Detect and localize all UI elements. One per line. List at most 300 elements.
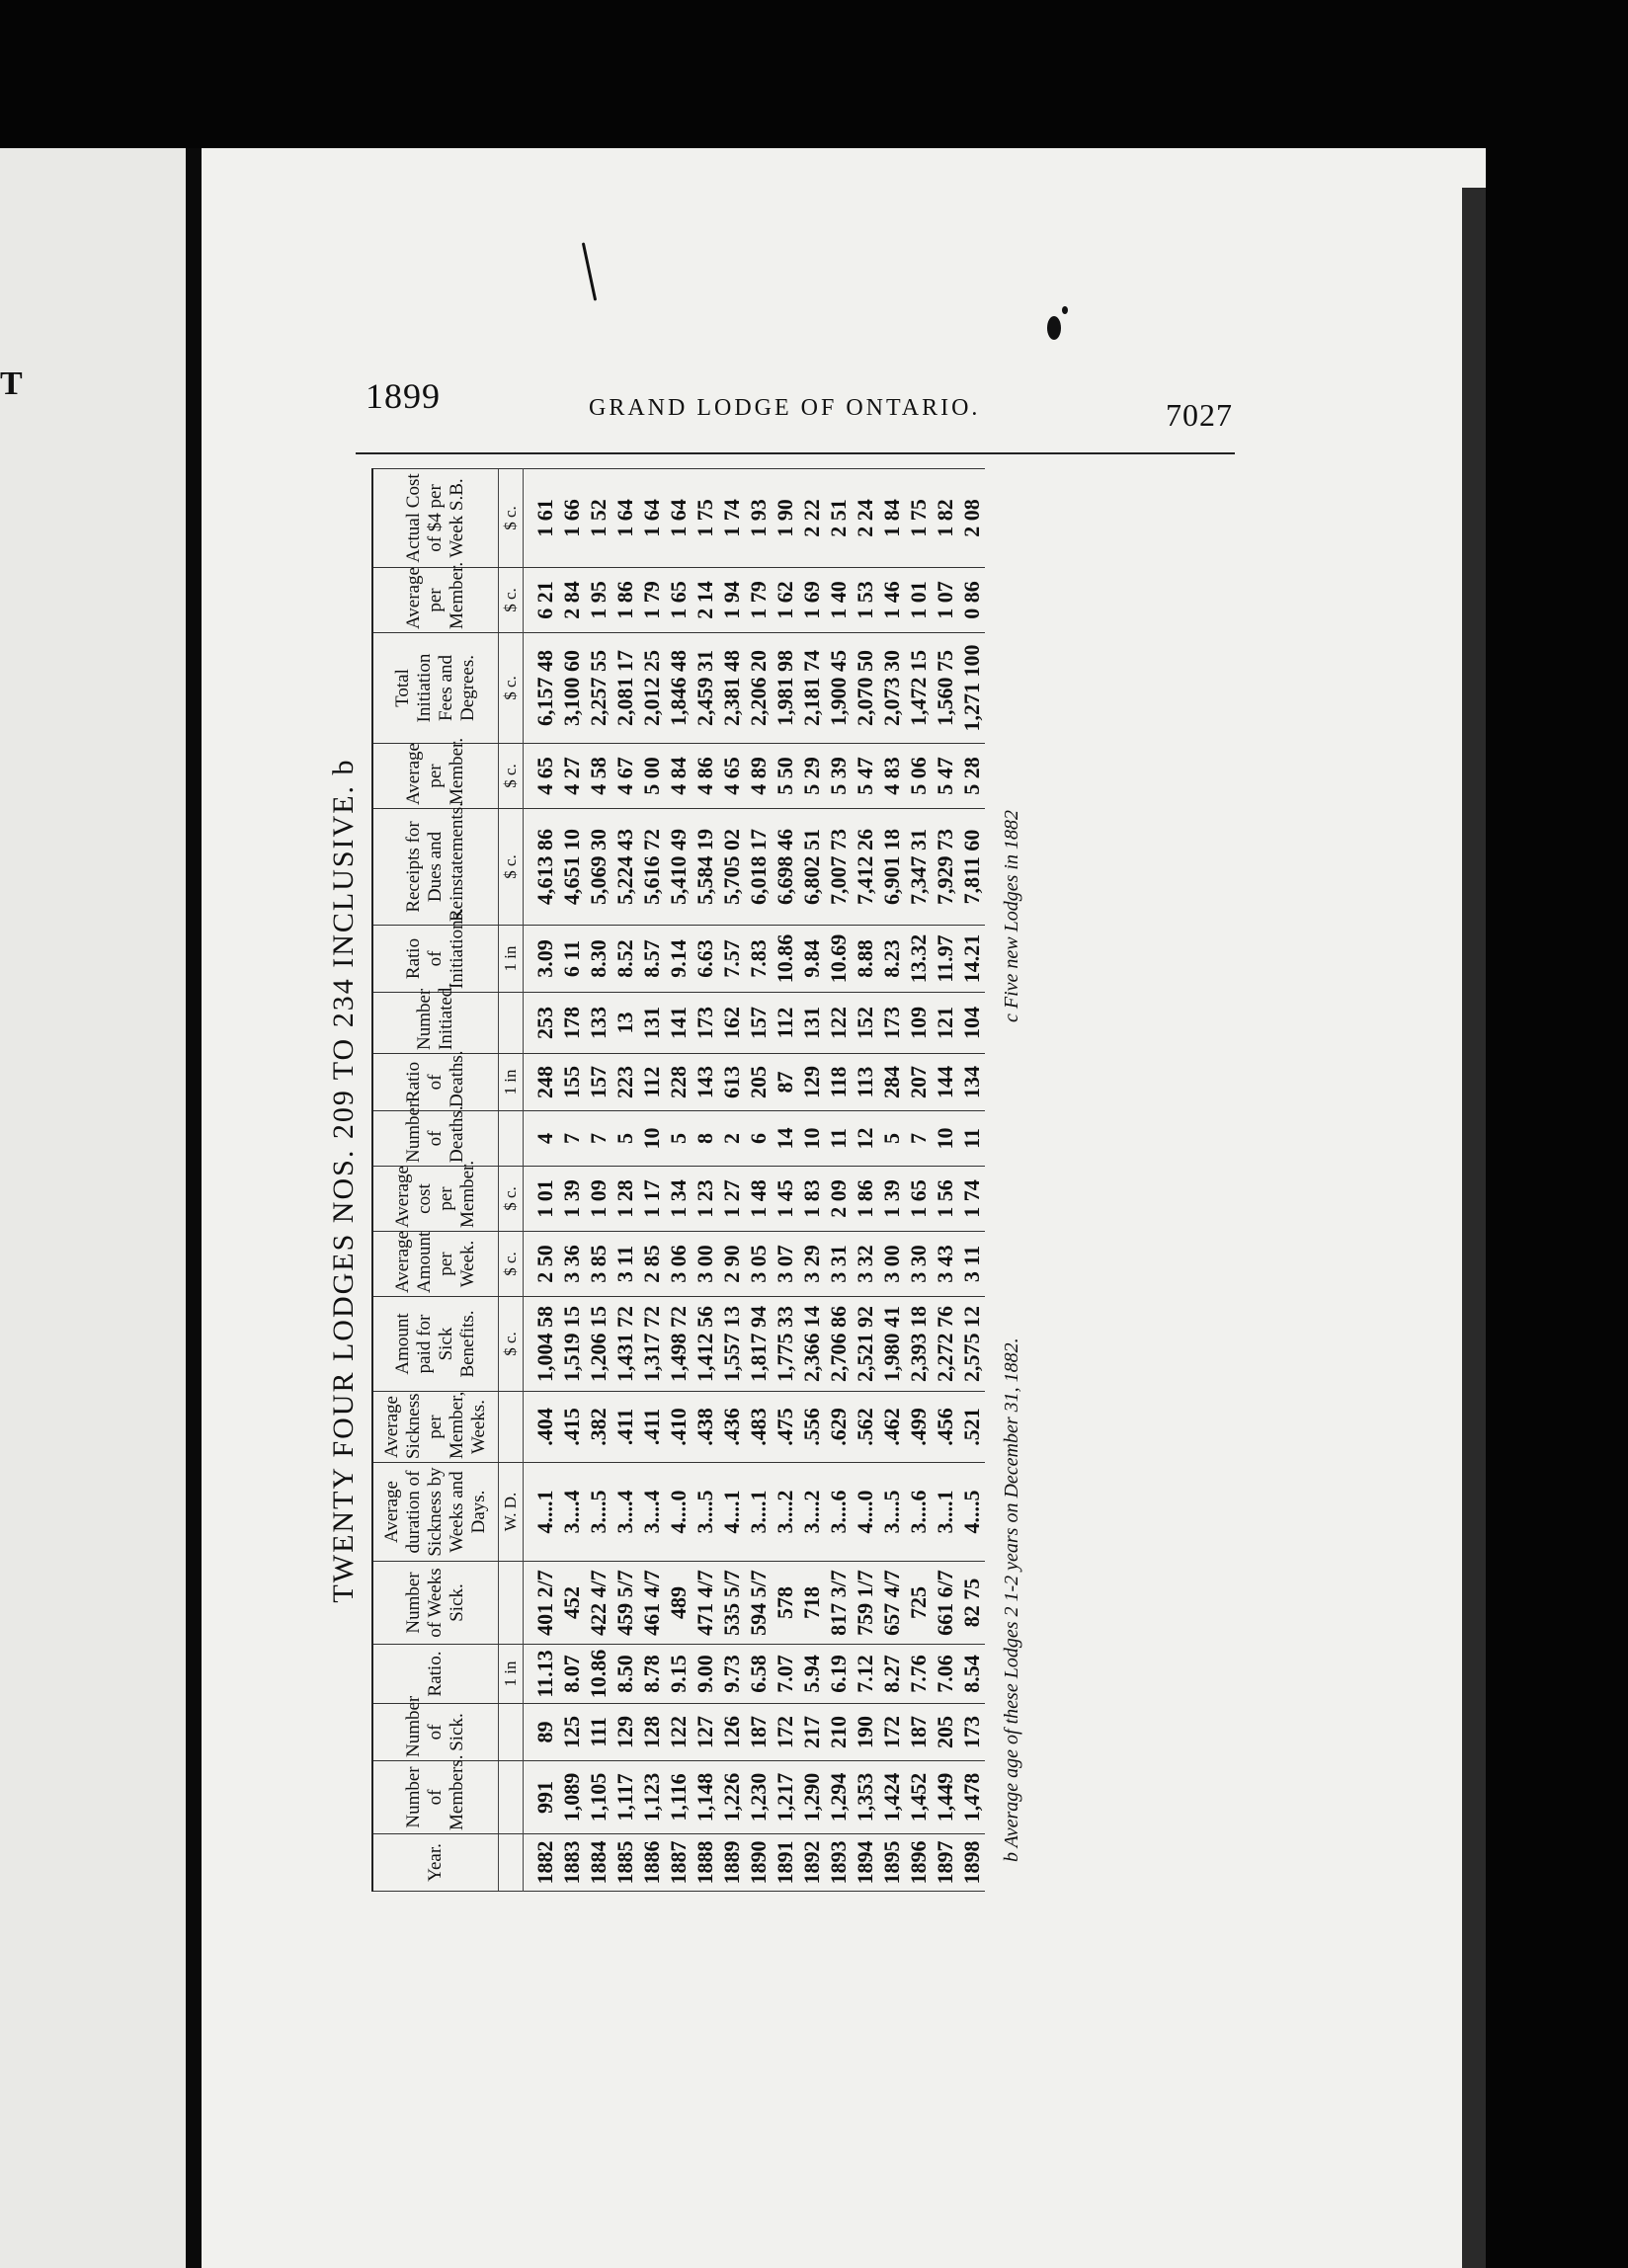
table-cell: 2 14 xyxy=(692,568,718,633)
page-number: 7027 xyxy=(1166,397,1233,433)
table-cell: 7,347 31 xyxy=(905,809,932,926)
table-cell: 5,584 19 xyxy=(692,809,718,926)
table-cell: 3 07 xyxy=(772,1232,798,1297)
table-cell: 3....4 xyxy=(558,1463,585,1562)
table-cell: 1 09 xyxy=(585,1167,611,1232)
table-cell: 3 29 xyxy=(798,1232,825,1297)
table-cell: 3.09 xyxy=(524,926,559,993)
table-cell: 489 xyxy=(665,1562,692,1645)
table-cell: 1 40 xyxy=(825,568,852,633)
table-cell: 7,007 73 xyxy=(825,809,852,926)
table-cell: 8.52 xyxy=(611,926,638,993)
table-cell: 7,811 60 xyxy=(958,809,985,926)
table-cell: .499 xyxy=(905,1392,932,1463)
table-cell: 127 xyxy=(692,1704,718,1761)
table-cell: 1,123 xyxy=(638,1761,665,1834)
table-row xyxy=(718,469,745,1892)
table-header-row xyxy=(372,469,499,1892)
table-cell: .415 xyxy=(558,1392,585,1463)
table-cell: 1 01 xyxy=(905,568,932,633)
table-cell: 4 58 xyxy=(585,744,611,809)
table-cell: 3 11 xyxy=(611,1232,638,1297)
table-cell: 3 00 xyxy=(878,1232,905,1297)
footnote-c: c Five new Lodges in 1882 xyxy=(1001,810,1022,1022)
table-cell: 3....4 xyxy=(638,1463,665,1562)
table-cell: 613 xyxy=(718,1054,745,1111)
table-cell: 7,929 73 xyxy=(932,809,958,926)
table-cell: 10.86 xyxy=(585,1645,611,1704)
table-cell: 1887 xyxy=(665,1834,692,1892)
table-title: TWENTY FOUR LODGES NOS. 209 TO 234 INCLUSIVE. b xyxy=(327,758,360,1603)
column-unit: $ c. xyxy=(499,1232,524,1297)
table-cell: 122 xyxy=(665,1704,692,1761)
table-cell: 2,272 76 xyxy=(932,1297,958,1392)
table-cell: 1,519 15 xyxy=(558,1297,585,1392)
table-row xyxy=(524,469,559,1892)
table-cell: 1 86 xyxy=(852,1167,878,1232)
table-cell: .456 xyxy=(932,1392,958,1463)
table-cell: 89 xyxy=(524,1704,559,1761)
table-cell: 3....6 xyxy=(825,1463,852,1562)
table-cell: 1,206 15 xyxy=(585,1297,611,1392)
table-cell: 3 36 xyxy=(558,1232,585,1297)
table-cell: 725 xyxy=(905,1562,932,1645)
table-cell: 1 07 xyxy=(932,568,958,633)
table-cell: 1,116 xyxy=(665,1761,692,1834)
table-cell: 11.97 xyxy=(932,926,958,993)
table-cell: 2,081 17 xyxy=(611,633,638,744)
table-cell: 1,004 58 xyxy=(524,1297,559,1392)
table-cell: 1 74 xyxy=(958,1167,985,1232)
table-cell: 112 xyxy=(638,1054,665,1111)
table-cell: 1 56 xyxy=(932,1167,958,1232)
table-cell: 2,257 55 xyxy=(585,633,611,744)
table-cell: 4....0 xyxy=(665,1463,692,1562)
table-cell: 14 xyxy=(772,1111,798,1167)
table-cell: 125 xyxy=(558,1704,585,1761)
table-cell: 2,575 12 xyxy=(958,1297,985,1392)
table-cell: 5,224 43 xyxy=(611,809,638,926)
table-cell: 1884 xyxy=(585,1834,611,1892)
table-cell: 172 xyxy=(772,1704,798,1761)
table-cell: 1 66 xyxy=(558,469,585,568)
table-cell: 4 89 xyxy=(745,744,772,809)
column-header: Amount paid for Sick Benefits. xyxy=(372,1297,499,1392)
table-cell: 657 4/7 xyxy=(878,1562,905,1645)
table-cell: 1 86 xyxy=(611,568,638,633)
table-cell: 1,560 75 xyxy=(932,633,958,744)
table-cell: 10 xyxy=(638,1111,665,1167)
table-cell: 7.06 xyxy=(932,1645,958,1704)
table-cell: 8.23 xyxy=(878,926,905,993)
table-cell: 1,431 72 xyxy=(611,1297,638,1392)
table-cell: 2 xyxy=(718,1111,745,1167)
table-cell: 207 xyxy=(905,1054,932,1111)
column-header: Number of Members. xyxy=(372,1761,499,1834)
table-cell: 1,317 72 xyxy=(638,1297,665,1392)
table-cell: 1898 xyxy=(958,1834,985,1892)
table-cell: .382 xyxy=(585,1392,611,1463)
table-cell: 1 74 xyxy=(718,469,745,568)
table-cell: 1,353 xyxy=(852,1761,878,1834)
table-cell: .410 xyxy=(665,1392,692,1463)
table-cell: .411 xyxy=(638,1392,665,1463)
table-cell: .556 xyxy=(798,1392,825,1463)
table-cell: 12 xyxy=(852,1111,878,1167)
table-cell: 1894 xyxy=(852,1834,878,1892)
table-cell: 1,775 33 xyxy=(772,1297,798,1392)
table-cell: 459 5/7 xyxy=(611,1562,638,1645)
table-cell: 5,616 72 xyxy=(638,809,665,926)
table-cell: 2,459 31 xyxy=(692,633,718,744)
column-unit: $ c. xyxy=(499,744,524,809)
table-cell: 173 xyxy=(958,1704,985,1761)
table-cell: 4....1 xyxy=(524,1463,559,1562)
table-cell: 9.00 xyxy=(692,1645,718,1704)
table-cell: 1 82 xyxy=(932,469,958,568)
table-cell: 3....2 xyxy=(772,1463,798,1562)
column-header: Average per Member. xyxy=(372,744,499,809)
table-cell: .462 xyxy=(878,1392,905,1463)
table-cell: 3 85 xyxy=(585,1232,611,1297)
table-cell: 461 4/7 xyxy=(638,1562,665,1645)
table-cell: .404 xyxy=(524,1392,559,1463)
table-cell: 3 00 xyxy=(692,1232,718,1297)
table-cell: 109 xyxy=(905,993,932,1054)
table-cell: 2,073 30 xyxy=(878,633,905,744)
table-cell: .521 xyxy=(958,1392,985,1463)
page-right-edge xyxy=(1462,188,1486,2268)
table-row xyxy=(825,469,852,1892)
column-header: Number of Deaths. xyxy=(372,1111,499,1167)
table-cell: 2,521 92 xyxy=(852,1297,878,1392)
table-cell: 1,217 xyxy=(772,1761,798,1834)
table-cell: 1897 xyxy=(932,1834,958,1892)
table-cell: 6,018 17 xyxy=(745,809,772,926)
table-row xyxy=(638,469,665,1892)
table-cell: 5 47 xyxy=(852,744,878,809)
table-cell: 1 27 xyxy=(718,1167,745,1232)
table-cell: 1 01 xyxy=(524,1167,559,1232)
table-cell: 594 5/7 xyxy=(745,1562,772,1645)
table-cell: 3....5 xyxy=(878,1463,905,1562)
table-cell: 1,117 xyxy=(611,1761,638,1834)
table-cell: 1 65 xyxy=(905,1167,932,1232)
table-row xyxy=(745,469,772,1892)
table-cell: 4 67 xyxy=(611,744,638,809)
table-cell: 2 51 xyxy=(825,469,852,568)
table-cell: 6,157 48 xyxy=(524,633,559,744)
table-cell: 162 xyxy=(718,993,745,1054)
table-cell: 1 64 xyxy=(665,469,692,568)
column-unit: $ c. xyxy=(499,633,524,744)
left-facing-page xyxy=(0,148,186,2268)
table-cell: 1 75 xyxy=(905,469,932,568)
column-header: Average Sickness per Member, Weeks. xyxy=(372,1392,499,1463)
table-cell: 10.86 xyxy=(772,926,798,993)
table-cell: 129 xyxy=(798,1054,825,1111)
table-cell: 6.58 xyxy=(745,1645,772,1704)
table-cell: 141 xyxy=(665,993,692,1054)
table-cell: 4,613 86 xyxy=(524,809,559,926)
table-cell: 1 39 xyxy=(878,1167,905,1232)
column-unit: 1 in xyxy=(499,926,524,993)
header-title: GRAND LODGE OF ONTARIO. xyxy=(589,395,981,421)
table-cell: 1893 xyxy=(825,1834,852,1892)
table-cell: 8.50 xyxy=(611,1645,638,1704)
table-cell: 2,070 50 xyxy=(852,633,878,744)
table-cell: 1 39 xyxy=(558,1167,585,1232)
table-cell: 1,148 xyxy=(692,1761,718,1834)
table-cell: 3 11 xyxy=(958,1232,985,1297)
column-unit: $ c. xyxy=(499,568,524,633)
column-header: Average cost per Member. xyxy=(372,1167,499,1232)
table-cell: 3 30 xyxy=(905,1232,932,1297)
table-cell: 8.57 xyxy=(638,926,665,993)
table-cell: 1 79 xyxy=(638,568,665,633)
table-cell: 3....2 xyxy=(798,1463,825,1562)
table-cell: 155 xyxy=(558,1054,585,1111)
column-unit: $ c. xyxy=(499,809,524,926)
table-cell: 3....4 xyxy=(611,1463,638,1562)
table-cell: 1,557 13 xyxy=(718,1297,745,1392)
column-header: Number Initiated. xyxy=(372,993,499,1054)
table-cell: .629 xyxy=(825,1392,852,1463)
table-cell: 3,100 60 xyxy=(558,633,585,744)
table-cell: 11.13 xyxy=(524,1645,559,1704)
table-cell: 7.57 xyxy=(718,926,745,993)
table-cell: 3....6 xyxy=(905,1463,932,1562)
table-cell: 1,498 72 xyxy=(665,1297,692,1392)
table-cell: 718 xyxy=(798,1562,825,1645)
table-cell: 6 xyxy=(745,1111,772,1167)
table-cell: 1 53 xyxy=(852,568,878,633)
table-cell: 210 xyxy=(825,1704,852,1761)
table-row xyxy=(852,469,878,1892)
table-cell: 1 75 xyxy=(692,469,718,568)
table-cell: 128 xyxy=(638,1704,665,1761)
table-cell: 284 xyxy=(878,1054,905,1111)
statistics-table xyxy=(371,468,985,1892)
table-cell: 7.07 xyxy=(772,1645,798,1704)
table-cell: 134 xyxy=(958,1054,985,1111)
column-header: Total Initiation Fees and Degrees. xyxy=(372,633,499,744)
table-cell: 4,651 10 xyxy=(558,809,585,926)
table-cell: 1 69 xyxy=(798,568,825,633)
ink-speck xyxy=(1047,316,1061,340)
rotated-table xyxy=(316,469,1264,1892)
table-row xyxy=(558,469,585,1892)
table-cell: 223 xyxy=(611,1054,638,1111)
table-cell: 82 75 xyxy=(958,1562,985,1645)
left-page-edge-letter: T xyxy=(0,365,23,402)
table-cell: 1 95 xyxy=(585,568,611,633)
table-cell: 1 90 xyxy=(772,469,798,568)
table-cell: .562 xyxy=(852,1392,878,1463)
table-cell: 1,900 45 xyxy=(825,633,852,744)
table-cell: 3 31 xyxy=(825,1232,852,1297)
table-cell: 205 xyxy=(932,1704,958,1761)
table-cell: 13.32 xyxy=(905,926,932,993)
table-cell: 1 34 xyxy=(665,1167,692,1232)
table-cell: 5 29 xyxy=(798,744,825,809)
table-cell: 6,698 46 xyxy=(772,809,798,926)
table-cell: 3....5 xyxy=(692,1463,718,1562)
table-cell: 1,452 xyxy=(905,1761,932,1834)
table-cell: 248 xyxy=(524,1054,559,1111)
table-cell: 1 83 xyxy=(798,1167,825,1232)
table-cell: 2 85 xyxy=(638,1232,665,1297)
table-cell: .411 xyxy=(611,1392,638,1463)
table-cell: 1 52 xyxy=(585,469,611,568)
table-cell: 129 xyxy=(611,1704,638,1761)
table-cell: 535 5/7 xyxy=(718,1562,745,1645)
table-cell: 5 47 xyxy=(932,744,958,809)
table-cell: 122 xyxy=(825,993,852,1054)
table-cell: 6 11 xyxy=(558,926,585,993)
table-cell: 759 1/7 xyxy=(852,1562,878,1645)
table-cell: 422 4/7 xyxy=(585,1562,611,1645)
column-header: Ratio. xyxy=(372,1645,499,1704)
table-cell: 217 xyxy=(798,1704,825,1761)
table-cell: 1 48 xyxy=(745,1167,772,1232)
table-row xyxy=(878,469,905,1892)
column-header: Actual Cost of $4 per Week S.B. xyxy=(372,469,499,568)
table-cell: 205 xyxy=(745,1054,772,1111)
table-cell: 3....5 xyxy=(585,1463,611,1562)
table-units-row xyxy=(499,469,524,1892)
table-cell: 1,294 xyxy=(825,1761,852,1834)
table-row xyxy=(958,469,985,1892)
table-cell: 7,412 26 xyxy=(852,809,878,926)
table-cell: 4 27 xyxy=(558,744,585,809)
table-cell: 1,230 xyxy=(745,1761,772,1834)
table-cell: 3 32 xyxy=(852,1232,878,1297)
column-unit: W. D. xyxy=(499,1463,524,1562)
table-cell: 1 93 xyxy=(745,469,772,568)
table-cell: 1,412 56 xyxy=(692,1297,718,1392)
ink-speck xyxy=(1062,306,1068,314)
table-cell: 2 90 xyxy=(718,1232,745,1297)
table-cell: 1882 xyxy=(524,1834,559,1892)
table-cell: 111 xyxy=(585,1704,611,1761)
column-header: Average per Member. xyxy=(372,568,499,633)
table-cell: 144 xyxy=(932,1054,958,1111)
rotated-table-region xyxy=(316,469,1264,1892)
column-unit xyxy=(499,1704,524,1761)
table-cell: 1883 xyxy=(558,1834,585,1892)
column-unit xyxy=(499,1111,524,1167)
table-cell: 5.94 xyxy=(798,1645,825,1704)
table-cell: 9.14 xyxy=(665,926,692,993)
table-cell: 8.30 xyxy=(585,926,611,993)
table-cell: 1 62 xyxy=(772,568,798,633)
table-cell: 2,381 48 xyxy=(718,633,745,744)
column-unit: $ c. xyxy=(499,1297,524,1392)
table-cell: 5 39 xyxy=(825,744,852,809)
table-cell: 8 xyxy=(692,1111,718,1167)
table-cell: 4 86 xyxy=(692,744,718,809)
column-header: Average duration of Sickness by Weeks and Days. xyxy=(372,1463,499,1562)
table-row xyxy=(692,469,718,1892)
table-cell: 187 xyxy=(905,1704,932,1761)
table-cell: 3....1 xyxy=(745,1463,772,1562)
table-cell: 1,424 xyxy=(878,1761,905,1834)
table-cell: 4 83 xyxy=(878,744,905,809)
table-cell: 1 84 xyxy=(878,469,905,568)
table-cell: 131 xyxy=(638,993,665,1054)
table-cell: 452 xyxy=(558,1562,585,1645)
table-cell: 1,449 xyxy=(932,1761,958,1834)
table-cell: 2 50 xyxy=(524,1232,559,1297)
table-cell: 1,105 xyxy=(585,1761,611,1834)
table-cell: 5 06 xyxy=(905,744,932,809)
table-cell: 5 00 xyxy=(638,744,665,809)
table-cell: 1 46 xyxy=(878,568,905,633)
table-cell: 2 09 xyxy=(825,1167,852,1232)
table-row xyxy=(772,469,798,1892)
table-cell: 1,472 15 xyxy=(905,633,932,744)
table-cell: 2 84 xyxy=(558,568,585,633)
column-unit: $ c. xyxy=(499,469,524,568)
table-cell: 991 xyxy=(524,1761,559,1834)
column-header: Ratio of Initiations. xyxy=(372,926,499,993)
table-cell: 112 xyxy=(772,993,798,1054)
footnote-b: b Average age of these Lodges 2 1-2 years on December 31, 1882. xyxy=(1001,1337,1022,1862)
table-cell: 6.19 xyxy=(825,1645,852,1704)
table-cell: 0 86 xyxy=(958,568,985,633)
table-cell: 578 xyxy=(772,1562,798,1645)
table-row xyxy=(905,469,932,1892)
table-cell: 1889 xyxy=(718,1834,745,1892)
table-cell: 14.21 xyxy=(958,926,985,993)
table-cell: 817 3/7 xyxy=(825,1562,852,1645)
table-cell: 9.15 xyxy=(665,1645,692,1704)
table-cell: .475 xyxy=(772,1392,798,1463)
table-cell: 172 xyxy=(878,1704,905,1761)
table-cell: 1892 xyxy=(798,1834,825,1892)
table-cell: 1,478 xyxy=(958,1761,985,1834)
table-cell: 1 61 xyxy=(524,469,559,568)
table-cell: 2 08 xyxy=(958,469,985,568)
column-header: Receipts for Dues and Reinstatements. xyxy=(372,809,499,926)
table-cell: 2 22 xyxy=(798,469,825,568)
book-gutter xyxy=(186,148,202,2268)
table-cell: 7.83 xyxy=(745,926,772,993)
table-row xyxy=(665,469,692,1892)
table-cell: 401 2/7 xyxy=(524,1562,559,1645)
table-cell: 4....0 xyxy=(852,1463,878,1562)
column-header: Year. xyxy=(372,1834,499,1892)
table-cell: 4 84 xyxy=(665,744,692,809)
table-cell: 10 xyxy=(798,1111,825,1167)
column-unit: 1 in xyxy=(499,1054,524,1111)
table-cell: 3 43 xyxy=(932,1232,958,1297)
table-cell: 8.78 xyxy=(638,1645,665,1704)
table-body xyxy=(524,469,986,1892)
table-cell: 118 xyxy=(825,1054,852,1111)
column-header: Average Amount per Week. xyxy=(372,1232,499,1297)
table-cell: 3 05 xyxy=(745,1232,772,1297)
footnotes xyxy=(995,469,1034,1892)
table-cell: 6,802 51 xyxy=(798,809,825,926)
table-cell: 3 06 xyxy=(665,1232,692,1297)
table-cell: 152 xyxy=(852,993,878,1054)
table-cell: 1,981 98 xyxy=(772,633,798,744)
table-cell: 8.07 xyxy=(558,1645,585,1704)
table-cell: 1,290 xyxy=(798,1761,825,1834)
table-cell: 1 45 xyxy=(772,1167,798,1232)
